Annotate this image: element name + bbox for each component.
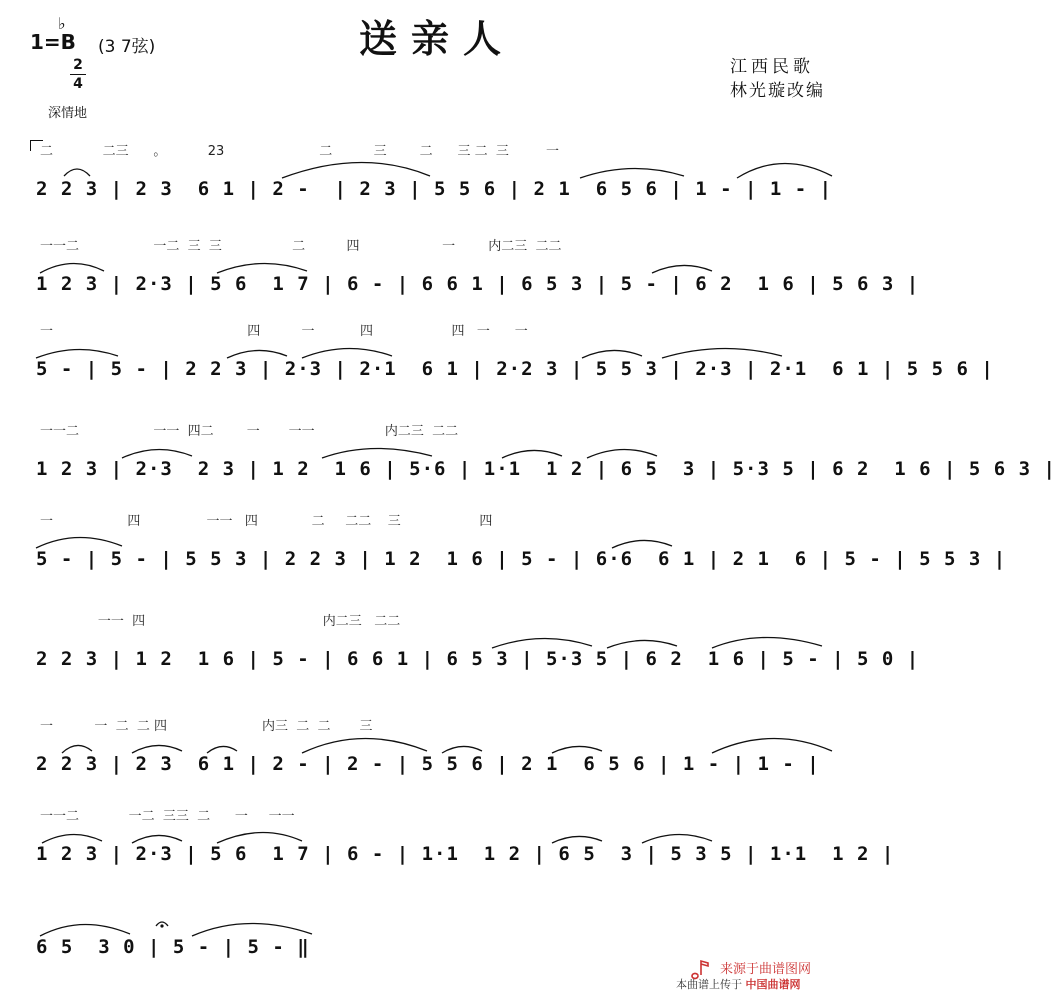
- score-line-1: [32, 140, 842, 226]
- score-line-3: [32, 320, 994, 406]
- footer-credit: [676, 976, 801, 992]
- jianpu-notes: 1 2 3 | 2·3 | 5 6 1 7 | 6 - | 1·1 1 2 | 6 5 3 | 5 3 5 | 1·1 1 2 |: [36, 843, 895, 865]
- page-title: 送亲人: [358, 17, 515, 61]
- key-label: 1=B: [30, 30, 76, 54]
- fingering-marks: 一一二 一二 三 三 二 四 一 内二三 二二: [40, 239, 562, 254]
- jianpu-notes: 5 - | 5 - | 5 5 3 | 2 2 3 | 1 2 1 6 | 5 - | 6·6 6 1 | 2 1 6 | 5 - | 5 5 3 |: [36, 548, 1007, 570]
- fingering-marks: 一一二 一一 四二 一 一一 内二三 二二: [40, 424, 459, 439]
- jianpu-notes: 2 2 3 | 2 3 6 1 | 2 - | 2 - | 5 5 6 | 2 1 6 5 6 | 1 - | 1 - |: [36, 753, 820, 775]
- time-signature-top: 2: [73, 57, 83, 73]
- jianpu-notes: 5 - | 5 - | 2 2 3 | 2·3 | 2·1 6 1 | 2·2 3 | 5 5 3 | 2·3 | 2·1 6 1 | 5 5 6 |: [36, 358, 994, 380]
- score-line-6: [32, 610, 920, 696]
- tempo-marking: 深情地: [48, 106, 88, 121]
- score-line-7: [32, 715, 842, 801]
- score-line-5: [32, 510, 1007, 596]
- fingering-marks: 一一二 一二 三三 二 一 一一: [40, 809, 295, 824]
- score-line-8: [32, 805, 895, 891]
- fingering-marks: 二 二三 。 23 二 三 二 三 二 三 一: [40, 144, 560, 159]
- score-line-4: [32, 420, 1056, 506]
- song-origin: 江西民歌: [730, 57, 814, 77]
- fingering-marks: 一 四 一一 四 二 二二 三 四: [40, 514, 493, 529]
- footer-brand: 中国曲谱网: [745, 978, 801, 991]
- fingering-marks: 一一 四 内二三 二二: [40, 614, 401, 629]
- jianpu-notes: 2 2 3 | 2 3 6 1 | 2 - | 2 3 | 5 5 6 | 2 1 6 5 6 | 1 - | 1 - |: [36, 178, 833, 200]
- fingering-marks: 一 一 二 二 四 内三 二 二 三: [40, 719, 373, 734]
- watermark-site: 来源于曲谱图网: [720, 962, 812, 977]
- string-tuning: (3 7弦): [98, 37, 156, 57]
- footer-prefix: 本曲谱上传于: [676, 978, 742, 991]
- time-signature-bottom: 4: [73, 76, 83, 92]
- jianpu-notes: 1 2 3 | 2·3 2 3 | 1 2 1 6 | 5·6 | 1·1 1 2 | 6 5 3 | 5·3 5 | 6 2 1 6 | 5 6 3 |: [36, 458, 1056, 480]
- jianpu-notes: 2 2 3 | 1 2 1 6 | 5 - | 6 6 1 | 6 5 3 | 5·3 5 | 6 2 1 6 | 5 - | 5 0 |: [36, 648, 920, 670]
- fingering-marks: 一 四 一 四 四 一 一: [40, 324, 528, 339]
- jianpu-notes: 1 2 3 | 2·3 | 5 6 1 7 | 6 - | 6 6 1 | 6 5 3 | 5 - | 6 2 1 6 | 5 6 3 |: [36, 273, 920, 295]
- song-arranger: 林光璇改编: [730, 81, 825, 101]
- flat-symbol: ♭: [58, 14, 66, 33]
- jianpu-notes: 6 5 3 0 | 5 - | 5 - ‖: [36, 936, 310, 958]
- score-line-2: [32, 235, 920, 321]
